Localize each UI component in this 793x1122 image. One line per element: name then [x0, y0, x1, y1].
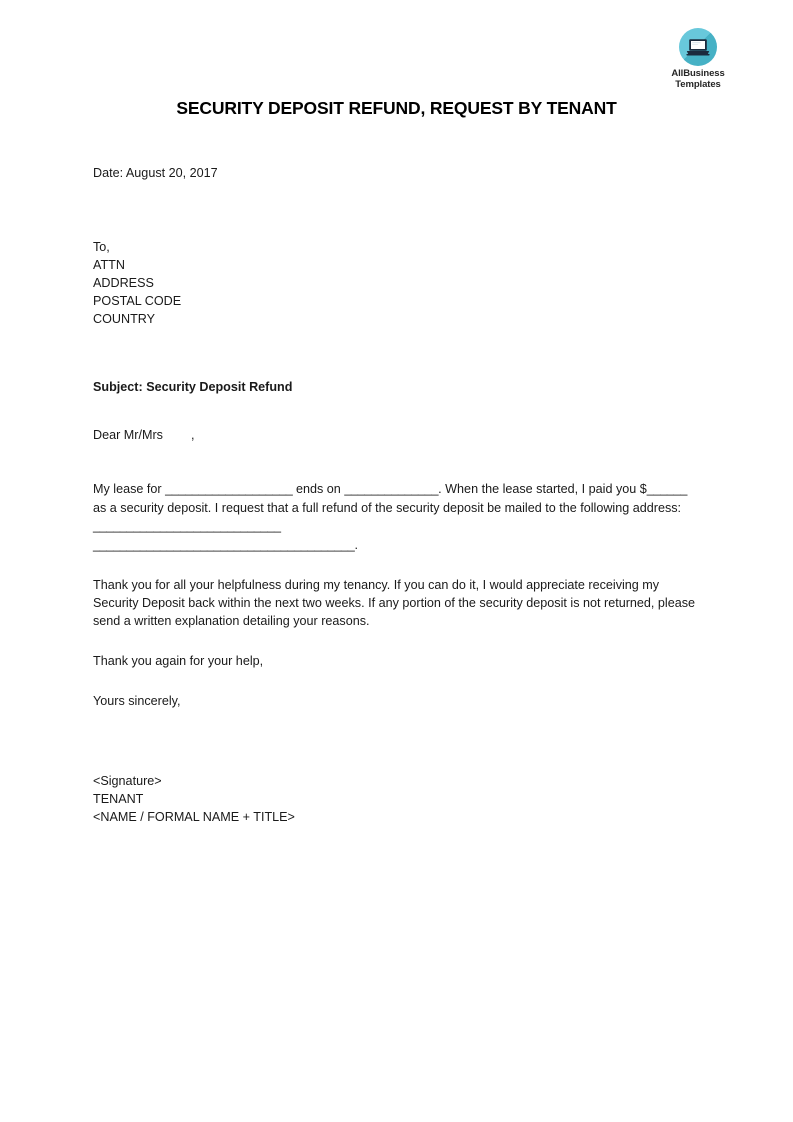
brand-name-line1: AllBusiness [671, 68, 725, 79]
p1-text-2: ends on [292, 482, 345, 496]
spacer [93, 710, 701, 772]
recipient-address: ADDRESS [93, 276, 154, 290]
spacer [93, 554, 701, 576]
salutation: Dear Mr/Mrs , [93, 428, 195, 442]
blank-deposit-amount: ______ [646, 482, 688, 496]
brand-name [658, 69, 738, 90]
p1-text-4: as a security deposit. I request that a full refund of the security deposit be mailed to the following address: [93, 500, 682, 515]
recipient-address-block [93, 238, 701, 328]
subject-label: Subject: [93, 380, 143, 394]
p1-text-5: . [354, 537, 358, 552]
blank-refund-address-line2: _______________________________________ [93, 537, 355, 552]
closing-signoff: Yours sincerely, [93, 694, 181, 708]
p1-text-1: My lease for [93, 482, 166, 496]
laptop-icon [679, 28, 717, 66]
laptop-glyph [686, 38, 710, 56]
closing-thanks: Thank you again for your help, [93, 654, 264, 668]
date-line: Date: August 20, 2017 [93, 166, 218, 180]
signature-role: TENANT [93, 792, 144, 806]
signature-name-placeholder: <NAME / FORMAL NAME + TITLE> [93, 810, 295, 824]
body-paragraph-2: Thank you for all your helpfulness during my tenancy. If you can do it, I would appreciate receiving my Security Deposit back within the next two weeks. If any portion of the security deposit is not returned, please send a written explanation detailing your reasons. [93, 578, 696, 628]
recipient-postal-code: POSTAL CODE [93, 294, 182, 308]
signature-block [93, 772, 701, 826]
spacer [93, 396, 701, 426]
brand-name-line2: Templates [675, 78, 721, 90]
page-title: SECURITY DEPOSIT REFUND, REQUEST BY TENANT [176, 98, 617, 118]
document-body [93, 164, 701, 826]
recipient-to: To, [93, 240, 110, 254]
spacer [93, 670, 701, 692]
recipient-attn: ATTN [93, 258, 125, 272]
recipient-country: COUNTRY [93, 312, 156, 326]
spacer [93, 444, 701, 480]
blank-end-date: ______________ [344, 482, 439, 496]
spacer [93, 182, 701, 238]
p1-text-3: . When the lease started, I paid you $ [438, 482, 647, 496]
spacer [93, 328, 701, 378]
brand-logo [658, 28, 738, 90]
body-paragraph-1 [93, 480, 701, 554]
signature-placeholder: <Signature> [93, 774, 162, 788]
spacer [93, 630, 701, 652]
blank-refund-address-line1: ____________________________ [93, 519, 281, 533]
subject-line [93, 378, 701, 396]
blank-lease-property: ___________________ [165, 482, 293, 496]
subject-value: Security Deposit Refund [146, 380, 293, 394]
